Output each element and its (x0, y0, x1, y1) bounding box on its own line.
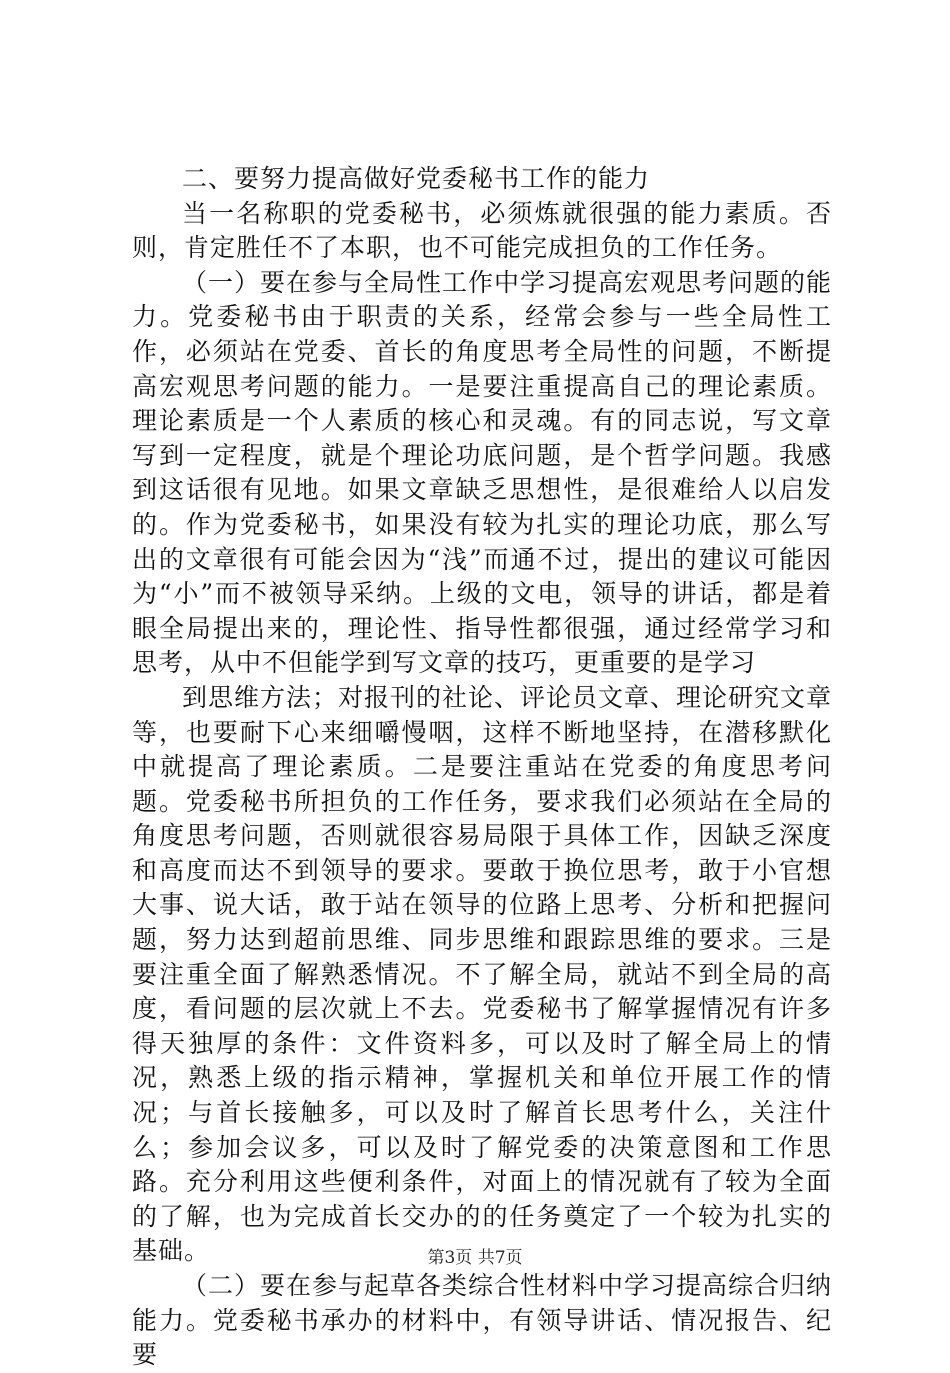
section-heading: 二、要努力提高做好党委秘书工作的能力 (182, 164, 651, 193)
body-paragraph: 当一名称职的党委秘书，必须炼就很强的能力素质。否则，肯定胜任不了本职，也不可能完成担负的工作任务。 (132, 198, 832, 263)
page-number-footer: 第3页 共7页 (427, 1248, 523, 1268)
document-body (132, 162, 832, 1373)
body-paragraph: 到思维方法；对报刊的社论、评论员文章、理论研究文章等，也要耐下心来细嚼慢咽，这样不断地坚持，在潜移默化中就提高了理论素质。二是要注重站在党委的角度思考问题。党委秘书所担负的工作任务，要求我们必须站在全局的角度思考问题，否则就很容易局限于具体工作，因缺乏深度和高度而达不到领导的要求。要敢于换位思考，敢于小官想大事、说大话，敢于站在领导的位路上思考、分析和把握问题，努力达到超前思维、同步思维和跟踪思维的要求。三是要注重全面了解熟悉情况。不了解全局，就站不到全局的高度，看问题的层次就上不去。党委秘书了解掌握情况有许多得天独厚的条件：文件资料多，可以及时了解全局上的情况，熟悉上级的指示精神，掌握机关和单位开展工作的情况；与首长接触多，可以及时了解首长思考什么，关注什么；参加会议多，可以及时了解党委的决策意图和工作思路。充分利用这些便利条件，对面上的情况就有了较为全面的了解，也为完成首长交办的的任务奠定了一个较为扎实的基础。 (132, 682, 833, 1266)
body-paragraph: （二）要在参与起草各类综合性材料中学习提高综合归纳能力。党委秘书承办的材料中，有领导讲话、情况报告、纪要 (132, 1271, 833, 1370)
body-paragraph: （一）要在参与全局性工作中学习提高宏观思考问题的能力。党委秘书由于职责的关系，经常会参与一些全局性工作，必须站在党委、首长的角度思考全局性的问题，不断提高宏观思考问题的能力。一是要注重提高自己的理论素质。理论素质是一个人素质的核心和灵魂。有的同志说，写文章写到一定程度，就是个理论功底问题，是个哲学问题。我感到这话很有见地。如果文章缺乏思想性，是很难给人以启发的。作为党委秘书，如果没有较为扎实的理论功底，那么写出的文章很有可能会因为“浅”而通不过，提出的建议可能因为“小”而不被领导采纳。上级的文电，领导的讲话，都是着眼全局提出来的，理论性、指导性都很强，通过经常学习和思考，从中不但能学到写文章的技巧，更重要的是学习 (132, 267, 833, 678)
